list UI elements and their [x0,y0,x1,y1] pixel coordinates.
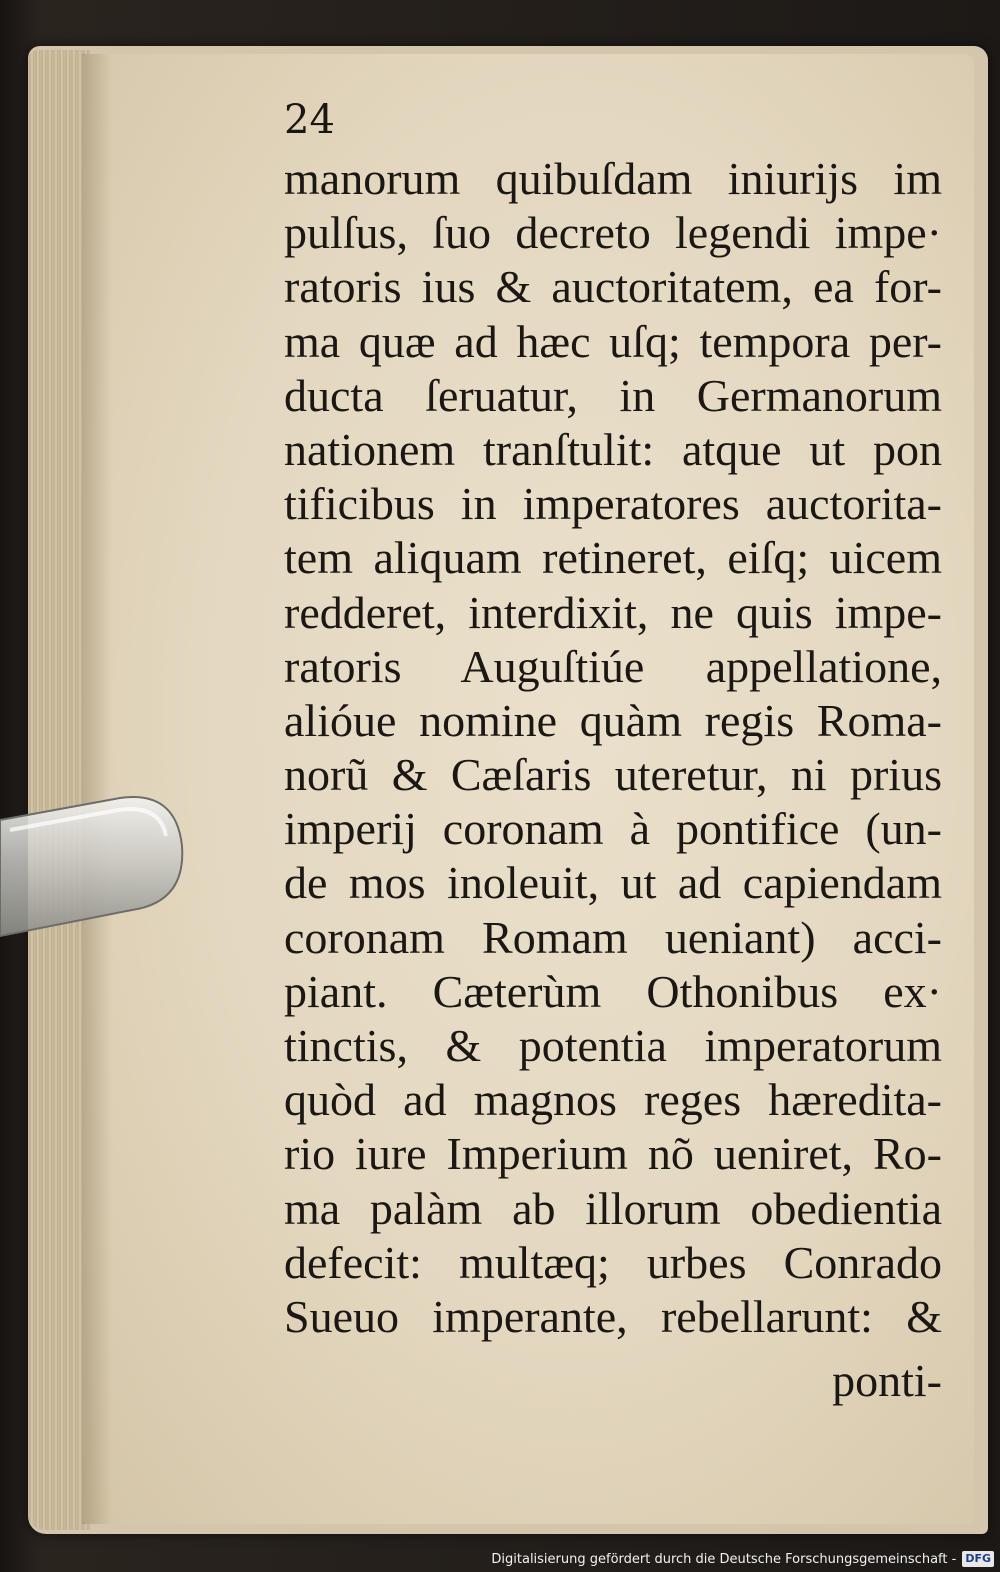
text-line: ratoris ius & auctoritatem, ea for- [284,261,942,313]
text-line: rio iure Imperium nõ ueniret, Ro- [284,1128,942,1180]
footer-credit: Digitalisierung gefördert durch die Deutsche Forschungsgemeinschaft - [491,1551,957,1567]
text-line: piant. Cæterùm Othonibus ex· [284,965,942,1017]
text-line: defecit: multæq; urbes Conrado [284,1236,942,1288]
page-number: 24 [284,97,335,143]
text-line: ma quæ ad hæc uſq; tempora per- [284,315,942,367]
text-line: redderet, interdixit, ne quis impe- [284,586,942,638]
text-line: ducta ſeruatur, in Germanorum [284,369,942,421]
body-text [284,152,942,1344]
text-line: tificibus in imperatores auctorita- [284,478,942,530]
catchword: ponti- [832,1355,942,1406]
bookmark-tab [0,790,184,940]
text-line: manorum quibuſdam iniurijs im [284,153,942,204]
digitization-footer [491,1548,994,1570]
text-line: de mos inoleuit, ut ad capiendam [284,857,942,909]
text-line: quòd ad magnos reges hæredita- [284,1074,942,1126]
text-line: tem aliquam retineret, eiſq; uicem [284,532,942,584]
text-line: tinctis, & potentia imperatorum [284,1020,942,1071]
text-line: coronam Romam ueniant) acci- [284,911,942,963]
text-line: nationem tranſtulit: atque ut pon [284,423,942,475]
text-line: norũ & Cæſaris uteretur, ni prius [284,749,942,801]
text-line: alióue nomine quàm regis Roma- [284,694,942,746]
text-line: ratoris Auguſtiúe appellatione, [284,640,942,692]
text-line: imperij coronam à pontifice (un- [284,803,942,855]
dfg-logo: DFG [962,1551,994,1567]
gutter-shadow [82,54,112,1524]
text-line: ma palàm ab illorum obedientia [284,1182,942,1234]
text-line: pulſus, ſuo decreto legendi impe· [284,207,942,259]
text-line: Sueuo imperante, rebellarunt: & [284,1290,942,1342]
